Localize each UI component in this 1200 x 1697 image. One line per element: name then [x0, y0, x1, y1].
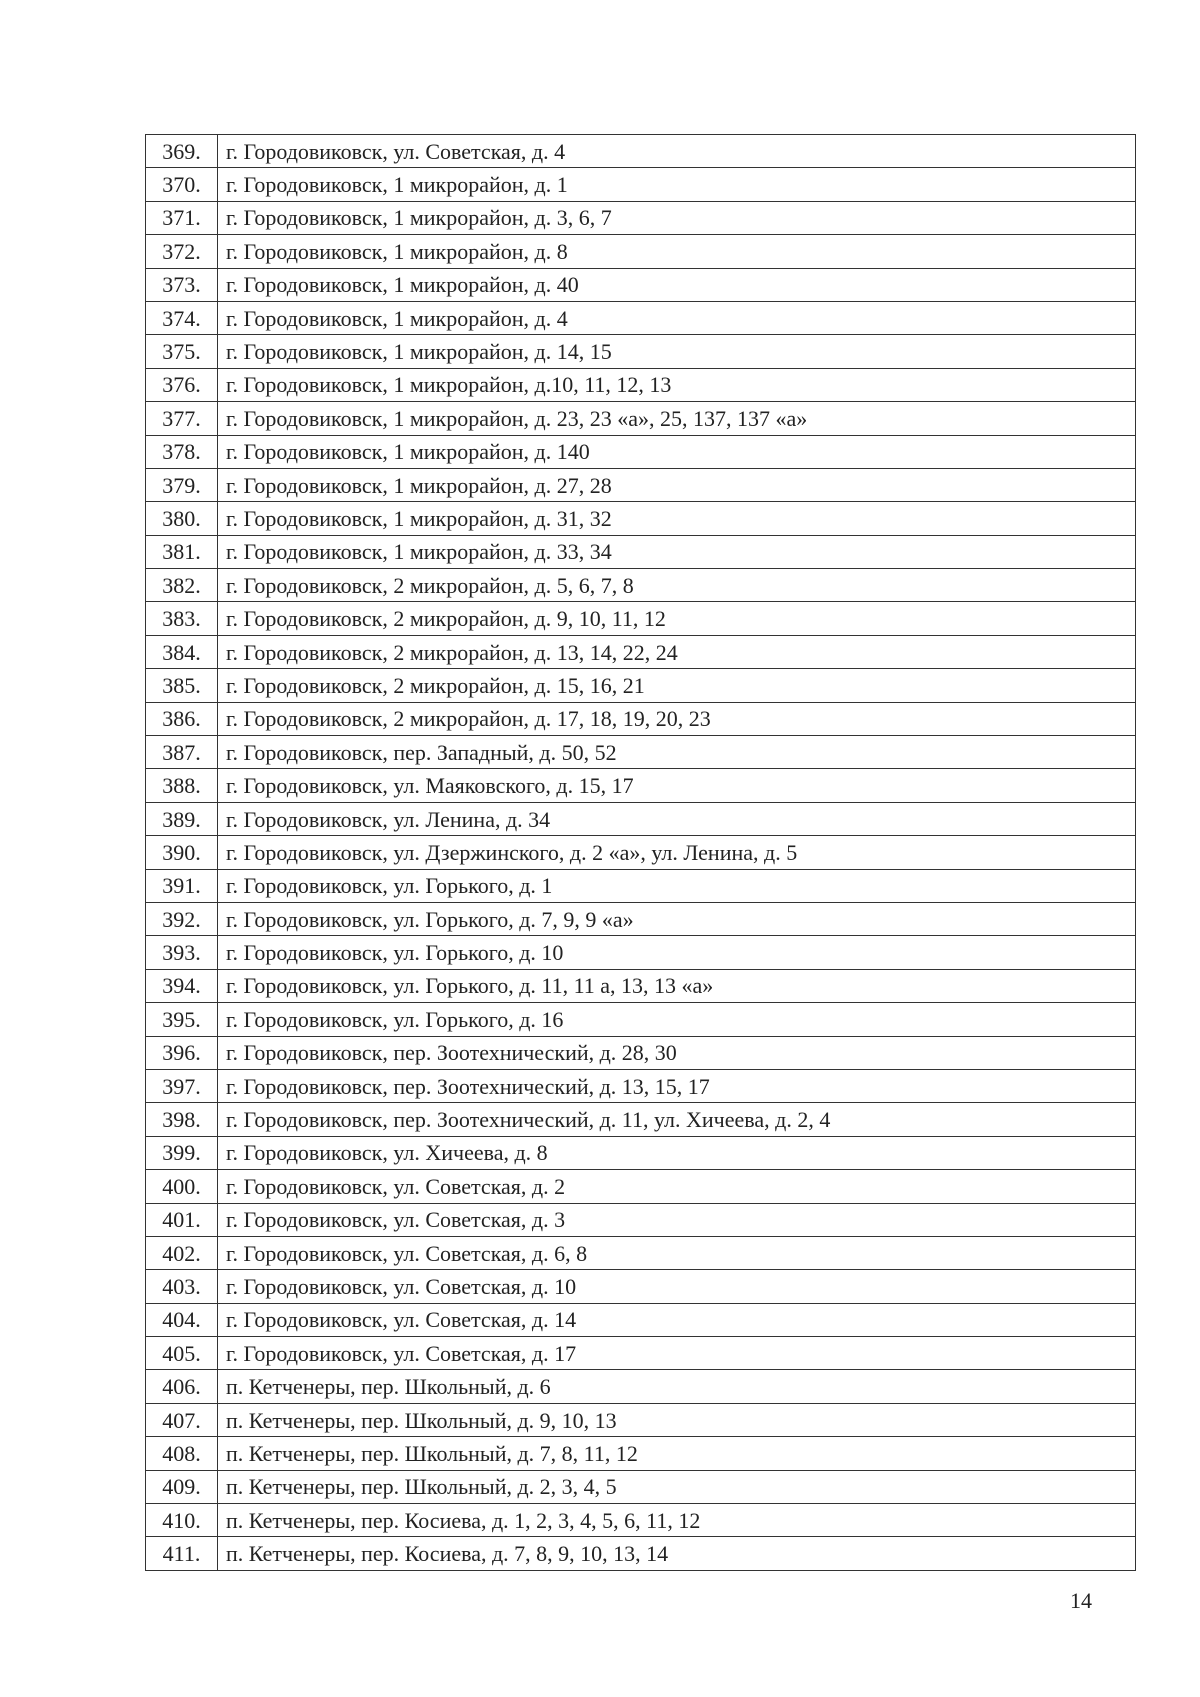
- row-address: г. Городовиковск, ул. Дзержинского, д. 2 «а», ул. Ленина, д. 5: [218, 836, 1136, 869]
- row-number: 397.: [146, 1069, 218, 1102]
- row-number: 395.: [146, 1003, 218, 1036]
- row-number: 400.: [146, 1170, 218, 1203]
- table-row: [146, 1403, 1136, 1436]
- address-table: [145, 134, 1136, 1571]
- row-address: г. Городовиковск, 2 микрорайон, д. 17, 18, 19, 20, 23: [218, 702, 1136, 735]
- table-row: [146, 1036, 1136, 1069]
- row-address: п. Кетченеры, пер. Косиева, д. 7, 8, 9, 10, 13, 14: [218, 1537, 1136, 1570]
- row-address: г. Городовиковск, 1 микрорайон, д. 27, 28: [218, 468, 1136, 501]
- table-row: [146, 1203, 1136, 1236]
- row-address: г. Городовиковск, 1 микрорайон, д. 1: [218, 168, 1136, 201]
- table-row: [146, 335, 1136, 368]
- table-row: [146, 802, 1136, 835]
- table-row: [146, 168, 1136, 201]
- row-number: 384.: [146, 635, 218, 668]
- row-number: 398.: [146, 1103, 218, 1136]
- row-address: г. Городовиковск, 1 микрорайон, д. 31, 32: [218, 502, 1136, 535]
- row-address: п. Кетченеры, пер. Косиева, д. 1, 2, 3, 4, 5, 6, 11, 12: [218, 1504, 1136, 1537]
- row-number: 375.: [146, 335, 218, 368]
- row-number: 376.: [146, 368, 218, 401]
- row-number: 394.: [146, 969, 218, 1002]
- row-address: г. Городовиковск, ул. Советская, д. 4: [218, 135, 1136, 168]
- table-row: [146, 936, 1136, 969]
- row-address: г. Городовиковск, ул. Советская, д. 3: [218, 1203, 1136, 1236]
- row-address: г. Городовиковск, пер. Западный, д. 50, 52: [218, 736, 1136, 769]
- row-number: 374.: [146, 301, 218, 334]
- row-address: г. Городовиковск, пер. Зоотехнический, д. 28, 30: [218, 1036, 1136, 1069]
- row-address: г. Городовиковск, 2 микрорайон, д. 9, 10, 11, 12: [218, 602, 1136, 635]
- table-row: [146, 736, 1136, 769]
- row-address: г. Городовиковск, 1 микрорайон, д. 3, 6, 7: [218, 201, 1136, 234]
- table-row: [146, 268, 1136, 301]
- row-number: 409.: [146, 1470, 218, 1503]
- table-row: [146, 368, 1136, 401]
- row-number: 390.: [146, 836, 218, 869]
- row-address: г. Городовиковск, ул. Горького, д. 1: [218, 869, 1136, 902]
- table-row: [146, 902, 1136, 935]
- row-number: 410.: [146, 1504, 218, 1537]
- table-row: [146, 1303, 1136, 1336]
- row-number: 387.: [146, 736, 218, 769]
- table-row: [146, 1470, 1136, 1503]
- row-address: г. Городовиковск, ул. Советская, д. 10: [218, 1270, 1136, 1303]
- row-address: г. Городовиковск, 1 микрорайон, д. 8: [218, 235, 1136, 268]
- row-number: 392.: [146, 902, 218, 935]
- row-address: г. Городовиковск, 1 микрорайон, д.10, 11, 12, 13: [218, 368, 1136, 401]
- row-number: 411.: [146, 1537, 218, 1570]
- row-number: 402.: [146, 1236, 218, 1269]
- row-number: 404.: [146, 1303, 218, 1336]
- table-row: [146, 1136, 1136, 1169]
- row-address: г. Городовиковск, ул. Маяковского, д. 15, 17: [218, 769, 1136, 802]
- table-row: [146, 569, 1136, 602]
- row-address: г. Городовиковск, пер. Зоотехнический, д. 13, 15, 17: [218, 1069, 1136, 1102]
- table-row: [146, 635, 1136, 668]
- row-address: г. Городовиковск, 1 микрорайон, д. 23, 23 «а», 25, 137, 137 «а»: [218, 402, 1136, 435]
- row-address: г. Городовиковск, пер. Зоотехнический, д. 11, ул. Хичеева, д. 2, 4: [218, 1103, 1136, 1136]
- row-number: 373.: [146, 268, 218, 301]
- row-address: г. Городовиковск, 2 микрорайон, д. 13, 14, 22, 24: [218, 635, 1136, 668]
- row-number: 389.: [146, 802, 218, 835]
- row-number: 396.: [146, 1036, 218, 1069]
- row-number: 371.: [146, 201, 218, 234]
- table-row: [146, 468, 1136, 501]
- table-row: [146, 435, 1136, 468]
- table-row: [146, 969, 1136, 1002]
- row-number: 372.: [146, 235, 218, 268]
- table-row: [146, 301, 1136, 334]
- row-address: п. Кетченеры, пер. Школьный, д. 2, 3, 4, 5: [218, 1470, 1136, 1503]
- row-address: г. Городовиковск, ул. Горького, д. 10: [218, 936, 1136, 969]
- table-row: [146, 1370, 1136, 1403]
- table-row: [146, 836, 1136, 869]
- table-row: [146, 135, 1136, 168]
- table-row: [146, 1170, 1136, 1203]
- row-address: г. Городовиковск, 1 микрорайон, д. 14, 15: [218, 335, 1136, 368]
- row-number: 388.: [146, 769, 218, 802]
- row-number: 369.: [146, 135, 218, 168]
- table-row: [146, 402, 1136, 435]
- table-row: [146, 1069, 1136, 1102]
- row-address: г. Городовиковск, ул. Советская, д. 17: [218, 1337, 1136, 1370]
- address-table-body: [146, 135, 1136, 1571]
- row-number: 379.: [146, 468, 218, 501]
- table-row: [146, 602, 1136, 635]
- row-address: г. Городовиковск, 1 микрорайон, д. 4: [218, 301, 1136, 334]
- row-number: 405.: [146, 1337, 218, 1370]
- row-number: 386.: [146, 702, 218, 735]
- table-row: [146, 769, 1136, 802]
- row-address: п. Кетченеры, пер. Школьный, д. 6: [218, 1370, 1136, 1403]
- page-number: 14: [1070, 1588, 1092, 1613]
- row-number: 391.: [146, 869, 218, 902]
- row-number: 403.: [146, 1270, 218, 1303]
- table-row: [146, 1537, 1136, 1570]
- table-row: [146, 669, 1136, 702]
- row-number: 385.: [146, 669, 218, 702]
- row-address: г. Городовиковск, ул. Советская, д. 14: [218, 1303, 1136, 1336]
- row-number: 381.: [146, 535, 218, 568]
- row-number: 377.: [146, 402, 218, 435]
- table-row: [146, 869, 1136, 902]
- row-address: г. Городовиковск, ул. Хичеева, д. 8: [218, 1136, 1136, 1169]
- table-row: [146, 1103, 1136, 1136]
- row-number: 382.: [146, 569, 218, 602]
- table-row: [146, 1270, 1136, 1303]
- row-address: г. Городовиковск, 1 микрорайон, д. 140: [218, 435, 1136, 468]
- table-row: [146, 502, 1136, 535]
- row-number: 380.: [146, 502, 218, 535]
- row-number: 393.: [146, 936, 218, 969]
- row-address: г. Городовиковск, ул. Горького, д. 11, 11 а, 13, 13 «а»: [218, 969, 1136, 1002]
- row-address: г. Городовиковск, ул. Советская, д. 2: [218, 1170, 1136, 1203]
- row-address: г. Городовиковск, ул. Ленина, д. 34: [218, 802, 1136, 835]
- row-number: 401.: [146, 1203, 218, 1236]
- row-number: 378.: [146, 435, 218, 468]
- row-number: 406.: [146, 1370, 218, 1403]
- row-address: п. Кетченеры, пер. Школьный, д. 9, 10, 13: [218, 1403, 1136, 1436]
- row-address: г. Городовиковск, 2 микрорайон, д. 15, 16, 21: [218, 669, 1136, 702]
- table-row: [146, 702, 1136, 735]
- row-number: 399.: [146, 1136, 218, 1169]
- row-address: г. Городовиковск, 1 микрорайон, д. 40: [218, 268, 1136, 301]
- table-row: [146, 1504, 1136, 1537]
- row-number: 407.: [146, 1403, 218, 1436]
- row-address: г. Городовиковск, ул. Горького, д. 16: [218, 1003, 1136, 1036]
- row-number: 370.: [146, 168, 218, 201]
- row-address: г. Городовиковск, 1 микрорайон, д. 33, 34: [218, 535, 1136, 568]
- table-row: [146, 201, 1136, 234]
- row-address: г. Городовиковск, ул. Советская, д. 6, 8: [218, 1236, 1136, 1269]
- table-row: [146, 1437, 1136, 1470]
- row-address: г. Городовиковск, 2 микрорайон, д. 5, 6, 7, 8: [218, 569, 1136, 602]
- row-number: 408.: [146, 1437, 218, 1470]
- table-row: [146, 1236, 1136, 1269]
- table-row: [146, 535, 1136, 568]
- table-row: [146, 235, 1136, 268]
- row-address: г. Городовиковск, ул. Горького, д. 7, 9, 9 «а»: [218, 902, 1136, 935]
- row-address: п. Кетченеры, пер. Школьный, д. 7, 8, 11, 12: [218, 1437, 1136, 1470]
- table-row: [146, 1337, 1136, 1370]
- row-number: 383.: [146, 602, 218, 635]
- table-row: [146, 1003, 1136, 1036]
